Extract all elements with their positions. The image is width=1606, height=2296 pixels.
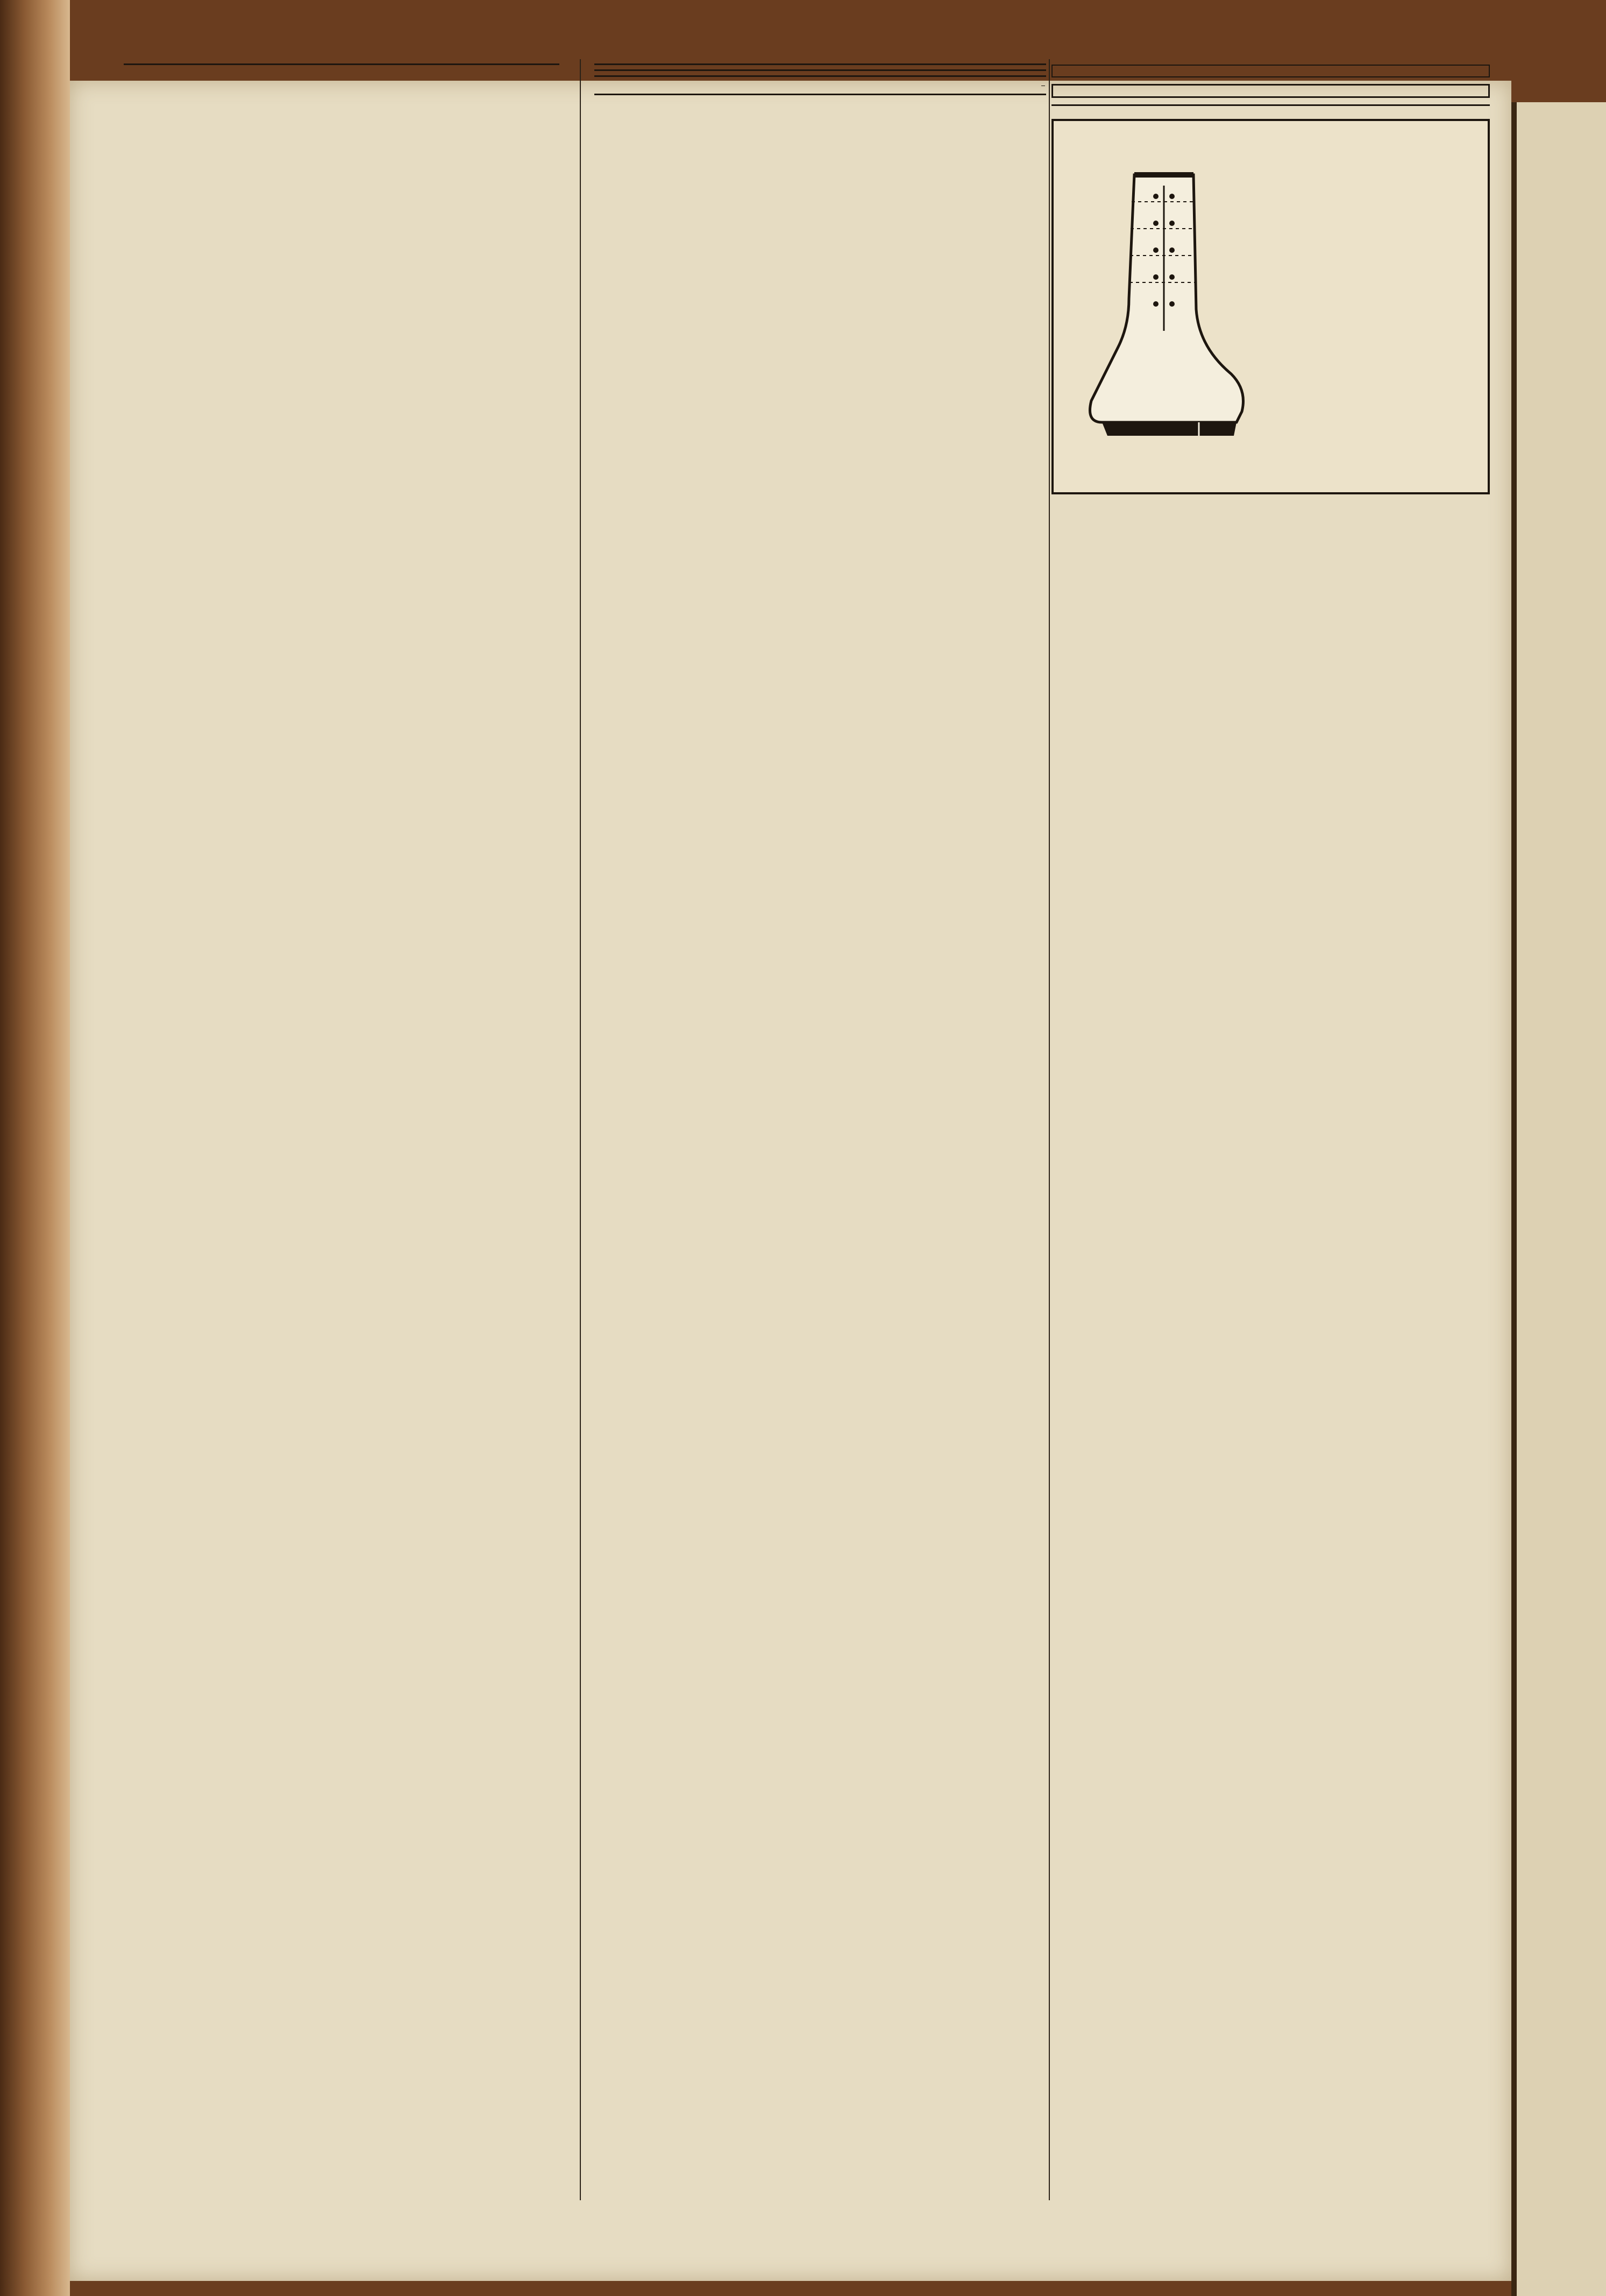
loan-value xyxy=(1041,84,1045,86)
column-rule xyxy=(580,59,581,2200)
shoe-advertisement xyxy=(1051,119,1490,494)
table-row xyxy=(595,84,1045,86)
section-rule xyxy=(124,63,559,65)
column-3 xyxy=(1051,59,1490,494)
section-rule xyxy=(594,75,1046,77)
loan-label xyxy=(595,87,1040,88)
loan-value xyxy=(1041,87,1045,88)
table-row xyxy=(595,87,1045,88)
section-rule xyxy=(594,69,1046,71)
table-row xyxy=(595,82,1045,83)
liqueur-advertisement xyxy=(1051,84,1490,98)
loan-table xyxy=(594,81,1046,89)
loan-label xyxy=(595,82,1040,83)
boot-illustration-icon xyxy=(1070,169,1247,449)
column-2 xyxy=(594,59,1046,100)
section-rule xyxy=(594,63,1046,65)
loan-value xyxy=(1041,82,1045,83)
stock-report xyxy=(1051,65,1490,77)
section-rule xyxy=(594,94,1046,95)
column-rule xyxy=(1049,59,1050,2200)
adjacent-page-edge xyxy=(1511,102,1606,2296)
school-notice xyxy=(1051,104,1490,110)
loan-label xyxy=(595,84,1040,86)
column-1 xyxy=(124,59,559,69)
book-spine xyxy=(0,0,70,2296)
